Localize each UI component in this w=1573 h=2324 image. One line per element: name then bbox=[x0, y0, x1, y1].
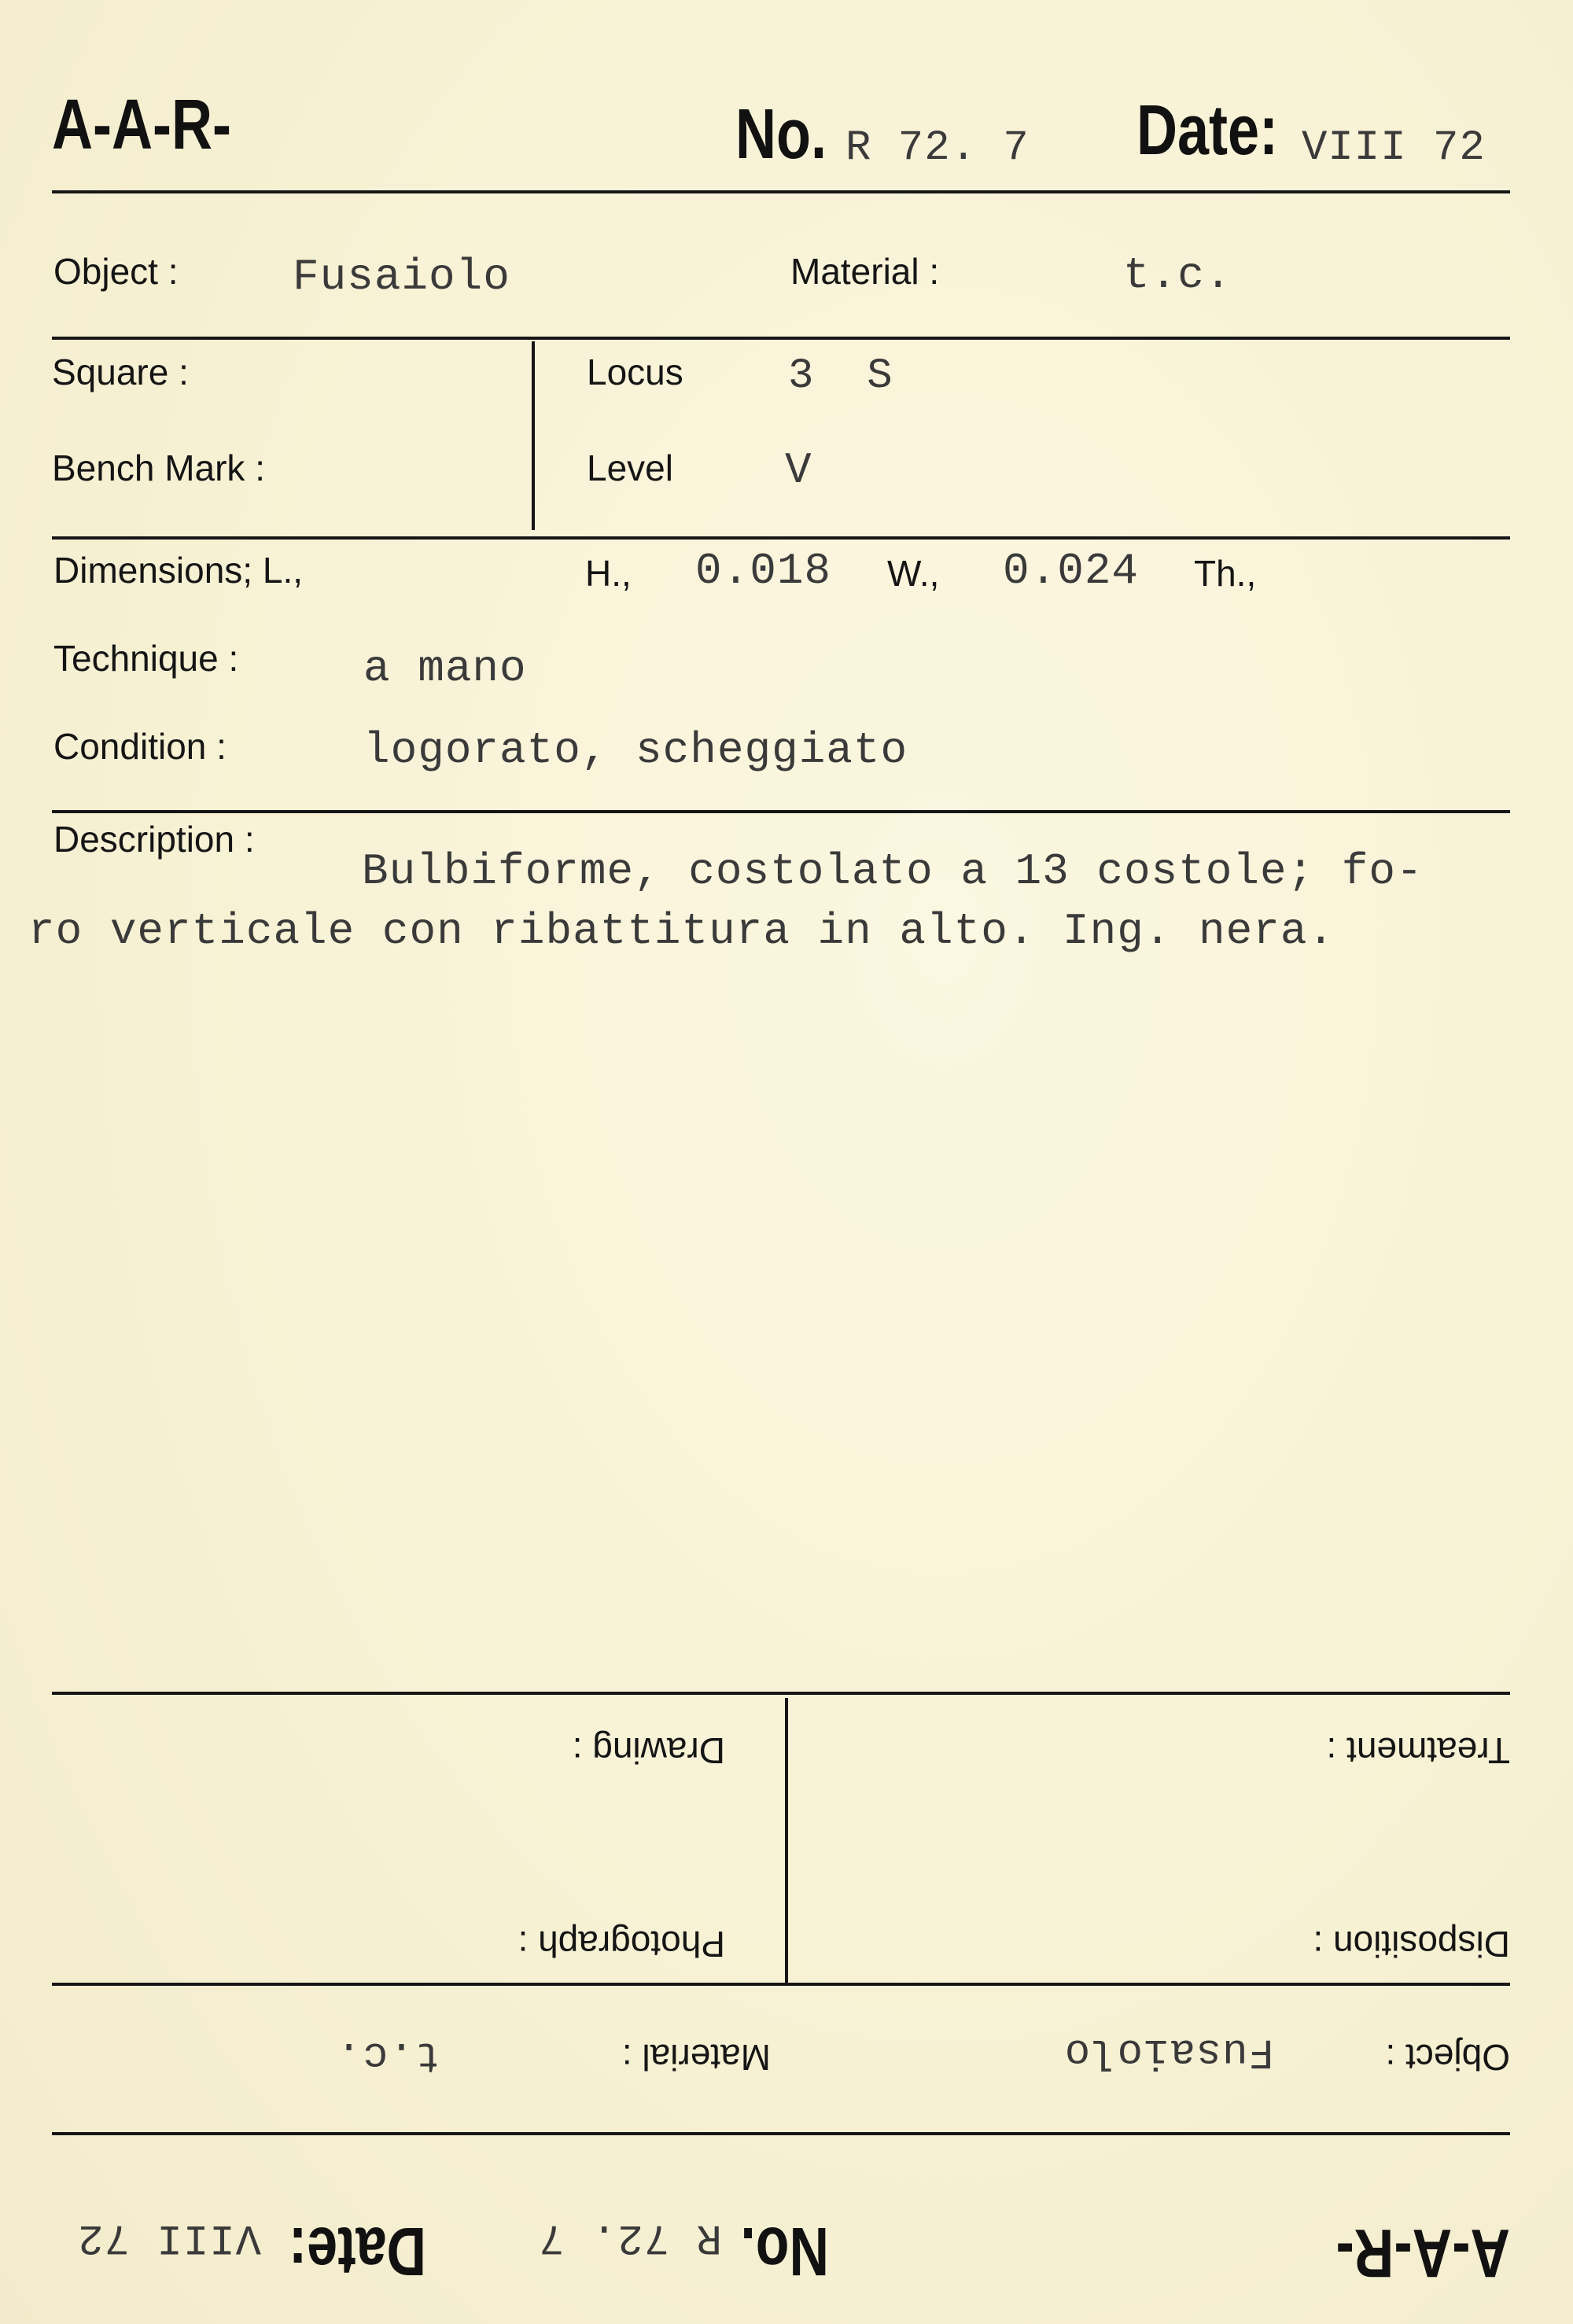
inverted-divider bbox=[52, 1692, 1510, 1695]
material-value: t.c. bbox=[1123, 250, 1232, 300]
drawing-label: Drawing : bbox=[572, 1730, 725, 1771]
level-value: V bbox=[785, 445, 812, 495]
condition-label: Condition : bbox=[53, 726, 227, 767]
inverted-date-value: VIII 72 bbox=[77, 2213, 261, 2261]
h-label: H., bbox=[585, 553, 632, 594]
technique-label: Technique : bbox=[53, 638, 239, 679]
inverted-no-label: No. bbox=[740, 2213, 829, 2290]
material-label: Material : bbox=[790, 251, 940, 292]
date-label: Date: bbox=[1136, 90, 1279, 170]
level-label: Level bbox=[587, 447, 673, 488]
object-label: Object : bbox=[53, 251, 179, 292]
locus-label: Locus bbox=[587, 352, 683, 392]
disposition-label: Disposition : bbox=[1313, 1924, 1510, 1965]
inverted-object-label: Object : bbox=[1385, 2037, 1510, 2078]
inverted-object-value: Fusaiolo bbox=[1063, 2028, 1274, 2075]
inverted-no-value: R 72. 7 bbox=[538, 2213, 722, 2261]
technique-value: a mano bbox=[363, 643, 527, 694]
photograph-label: Photograph : bbox=[518, 1924, 725, 1965]
date-value: VIII 72 bbox=[1302, 124, 1486, 172]
inverted-divider bbox=[52, 2132, 1510, 2135]
org-title: A-A-R- bbox=[52, 85, 231, 164]
dimensions-label: Dimensions; L., bbox=[53, 550, 304, 591]
inverted-divider bbox=[52, 1983, 1510, 1986]
locus-value: 3 S bbox=[788, 352, 893, 400]
object-value: Fusaiolo bbox=[293, 252, 510, 302]
no-label: No. bbox=[735, 94, 827, 174]
treatment-label: Treatment : bbox=[1326, 1730, 1510, 1771]
no-value: R 72. 7 bbox=[845, 124, 1030, 172]
inverted-vertical-divider bbox=[785, 1698, 788, 1983]
inverted-material-label: Material : bbox=[621, 2037, 771, 2078]
w-label: W., bbox=[887, 553, 940, 594]
description-label: Description : bbox=[53, 819, 255, 860]
description-line-1: Bulbiforme, costolato a 13 costole; fo- bbox=[362, 846, 1424, 897]
w-value: 0.024 bbox=[1003, 546, 1140, 596]
bench-mark-label: Bench Mark : bbox=[52, 447, 265, 488]
square-label: Square : bbox=[52, 352, 189, 392]
h-value: 0.018 bbox=[695, 546, 832, 596]
inverted-date-label: Date: bbox=[288, 2213, 426, 2290]
inverted-material-value: t.c. bbox=[335, 2031, 440, 2079]
condition-value: logorato, scheggiato bbox=[363, 725, 908, 775]
inverted-org-title: A-A-R- bbox=[1335, 2215, 1510, 2292]
th-label: Th., bbox=[1194, 553, 1257, 594]
description-line-2: ro verticale con ribattitura in alto. Ing. nera. bbox=[28, 906, 1335, 956]
